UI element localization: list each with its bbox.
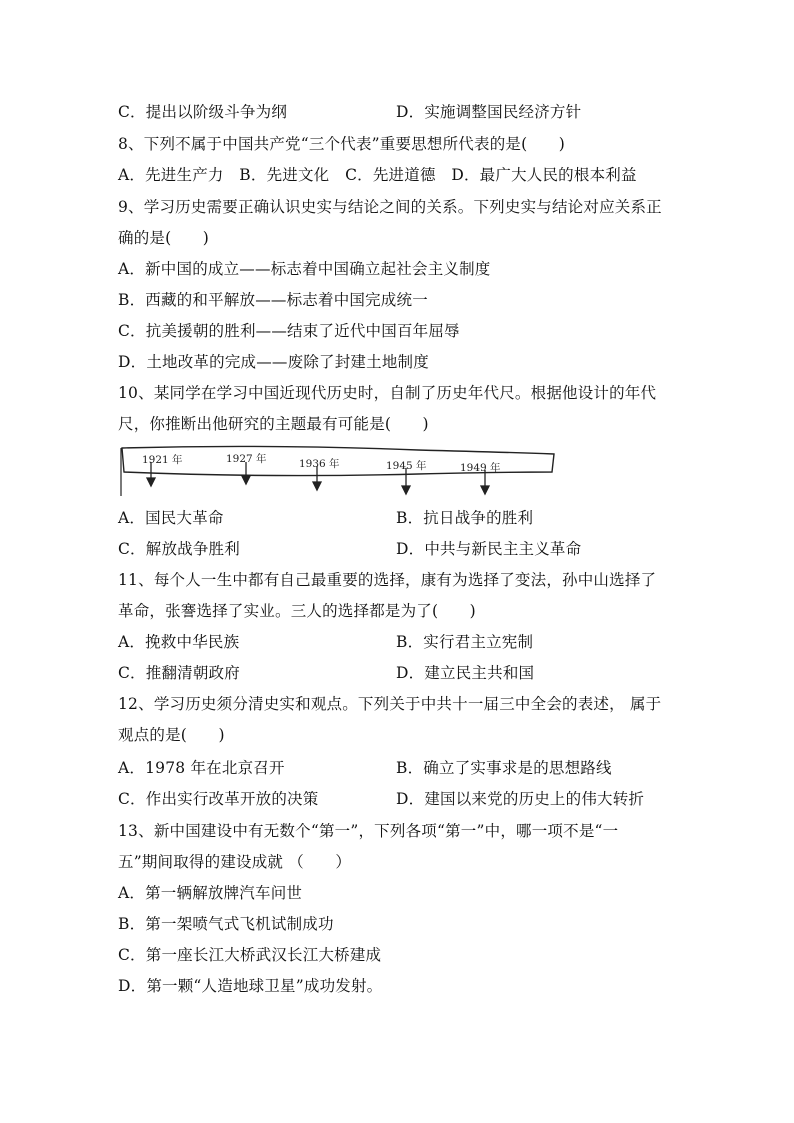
q10-stem-line2: 尺，你推断出他研究的主题最有可能是( ) [118,415,429,433]
q7-option-d: D．实施调整国民经济方针 [396,103,582,121]
q11-option-c: C．推翻清朝政府 [118,664,240,682]
q8-stem: 8、下列不属于中国共产党“三个代表”重要思想所代表的是( ) [118,135,566,153]
q10-stem-line1: 10、某同学在学习中国近现代历史时，自制了历史年代尺。根据他设计的年代 [118,384,657,402]
timeline-label-1936: 1936 年 [299,458,340,470]
q12-stem-line1: 12、学习历史须分清史实和观点。下列关于中共十一届三中全会的表述， 属于 [118,695,662,713]
q11-options-row1 [118,632,534,652]
q10-option-b: B．抗日战争的胜利 [396,509,534,527]
timeline-ruler [118,442,558,498]
q12-option-c: C．作出实行改革开放的决策 [118,790,319,808]
timeline-arrowhead-1927 [242,476,250,484]
timeline-arrowhead-1945 [402,486,410,494]
q13-option-b: B．第一架喷气式飞机试制成功 [118,915,334,933]
timeline-label-1921: 1921 年 [142,454,183,466]
q11-option-d: D．建立民主共和国 [396,664,535,682]
q9-option-c: C．抗美援朝的胜利——结束了近代中国百年屈辱 [118,322,460,340]
q12-options-row1 [118,758,612,778]
q12-option-b: B．确立了实事求是的思想路线 [396,759,612,777]
timeline-label-1927: 1927 年 [226,453,267,465]
q12-stem-line2: 观点的是( ) [118,726,225,744]
q10-option-c: C．解放战争胜利 [118,540,240,558]
timeline-arrowhead-1921 [147,478,155,486]
q11-stem-line2: 革命，张謇选择了实业。三人的选择都是为了( ) [118,602,476,620]
q10-option-a: A．国民大革命 [118,509,224,527]
q9-stem-line2: 确的是( ) [118,229,209,247]
q11-option-b: B．实行君主立宪制 [396,633,534,651]
q9-stem-line1: 9、学习历史需要正确认识史实与结论之间的关系。下列史实与结论对应关系正 [118,198,662,216]
q7-options-row [118,102,582,122]
q11-options-row2 [118,663,535,683]
q13-option-a: A．第一辆解放牌汽车问世 [118,884,303,902]
q12-option-a: A．1978 年在北京召开 [118,759,285,777]
timeline-label-1945: 1945 年 [386,460,427,472]
q11-option-a: A．挽救中华民族 [118,633,240,651]
q7-option-c: C．提出以阶级斗争为纲 [118,103,288,121]
q13-option-c: C．第一座长江大桥武汉长江大桥建成 [118,946,382,964]
q9-option-d: D．土地改革的完成——废除了封建土地制度 [118,353,429,371]
timeline-arrowhead-1949 [481,486,489,494]
q9-option-b: B．西藏的和平解放——标志着中国完成统一 [118,291,428,309]
q13-stem-line1: 13、新中国建设中有无数个“第一”，下列各项“第一”中，哪一项不是“一 [118,822,619,840]
q10-option-d: D．中共与新民主主义革命 [396,540,582,558]
q13-stem-line2: 五”期间取得的建设成就 （ ） [118,853,352,871]
q9-option-a: A．新中国的成立——标志着中国确立起社会主义制度 [118,260,491,278]
q8-options: A．先进生产力 B．先进文化 C．先进道德 D．最广大人民的根本利益 [118,166,637,184]
q12-option-d: D．建国以来党的历史上的伟大转折 [396,790,645,808]
timeline-arrowhead-1936 [313,482,321,490]
q12-options-row2 [118,789,645,809]
q11-stem-line1: 11、每个人一生中都有自己最重要的选择，康有为选择了变法，孙中山选择了 [118,571,657,589]
q13-option-d: D．第一颗“人造地球卫星”成功发射。 [118,977,383,995]
timeline-label-1949: 1949 年 [460,462,501,474]
q10-options-row2 [118,539,582,559]
q10-options-row1 [118,508,534,528]
